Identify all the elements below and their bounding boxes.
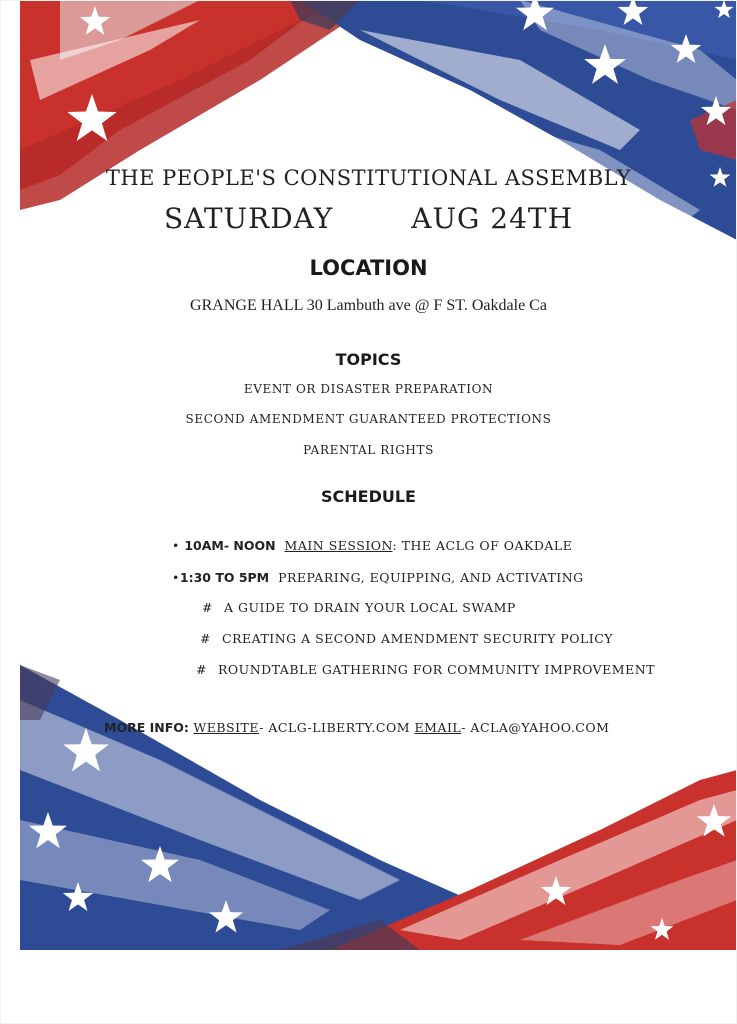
schedule-item: •1:30 TO 5PM PREPARING, EQUIPPING, AND ACTIVATING [172, 570, 584, 585]
topic-item: SECOND AMENDMENT GUARANTEED PROTECTIONS [185, 412, 552, 426]
schedule-heading: SCHEDULE [321, 487, 416, 506]
website-label: WEBSITE [193, 720, 260, 735]
schedule-time: 10AM- NOON [184, 538, 276, 553]
session-name: MAIN SESSION [284, 538, 393, 553]
schedule-subitem: # ROUNDTABLE GATHERING FOR COMMUNITY IMPROVEMENT [196, 662, 655, 677]
website-link[interactable]: - ACLG-LIBERTY.COM [259, 720, 411, 735]
event-address: GRANGE HALL 30 Lambuth ave @ F ST. Oakdale Ca [190, 297, 547, 314]
event-date-line [0, 202, 737, 235]
email-link[interactable]: - ACLA@YAHOO.COM [461, 720, 610, 735]
topics-heading: TOPICS [335, 350, 402, 369]
schedule-subitem: # A GUIDE TO DRAIN YOUR LOCAL SWAMP [202, 600, 516, 615]
more-info-label: MORE INFO: [104, 720, 189, 735]
more-info [104, 720, 609, 735]
topic-item: PARENTAL RIGHTS [303, 443, 434, 457]
schedule-item: • 10AM- NOON MAIN SESSION: THE ACLG OF OAKDALE [172, 538, 573, 553]
location-heading: LOCATION [309, 256, 428, 280]
email-label: EMAIL [414, 720, 462, 735]
schedule-subitem: # CREATING A SECOND AMENDMENT SECURITY POLICY [200, 631, 614, 646]
schedule-time: 1:30 TO 5PM [179, 570, 270, 585]
bottom-left-blue-stroke [20, 665, 470, 950]
event-date: AUG 24TH [411, 202, 574, 235]
event-day: SATURDAY [163, 202, 334, 235]
topic-item: EVENT OR DISASTER PREPARATION [243, 382, 494, 396]
event-title: THE PEOPLE'S CONSTITUTIONAL ASSEMBLY [105, 166, 632, 190]
